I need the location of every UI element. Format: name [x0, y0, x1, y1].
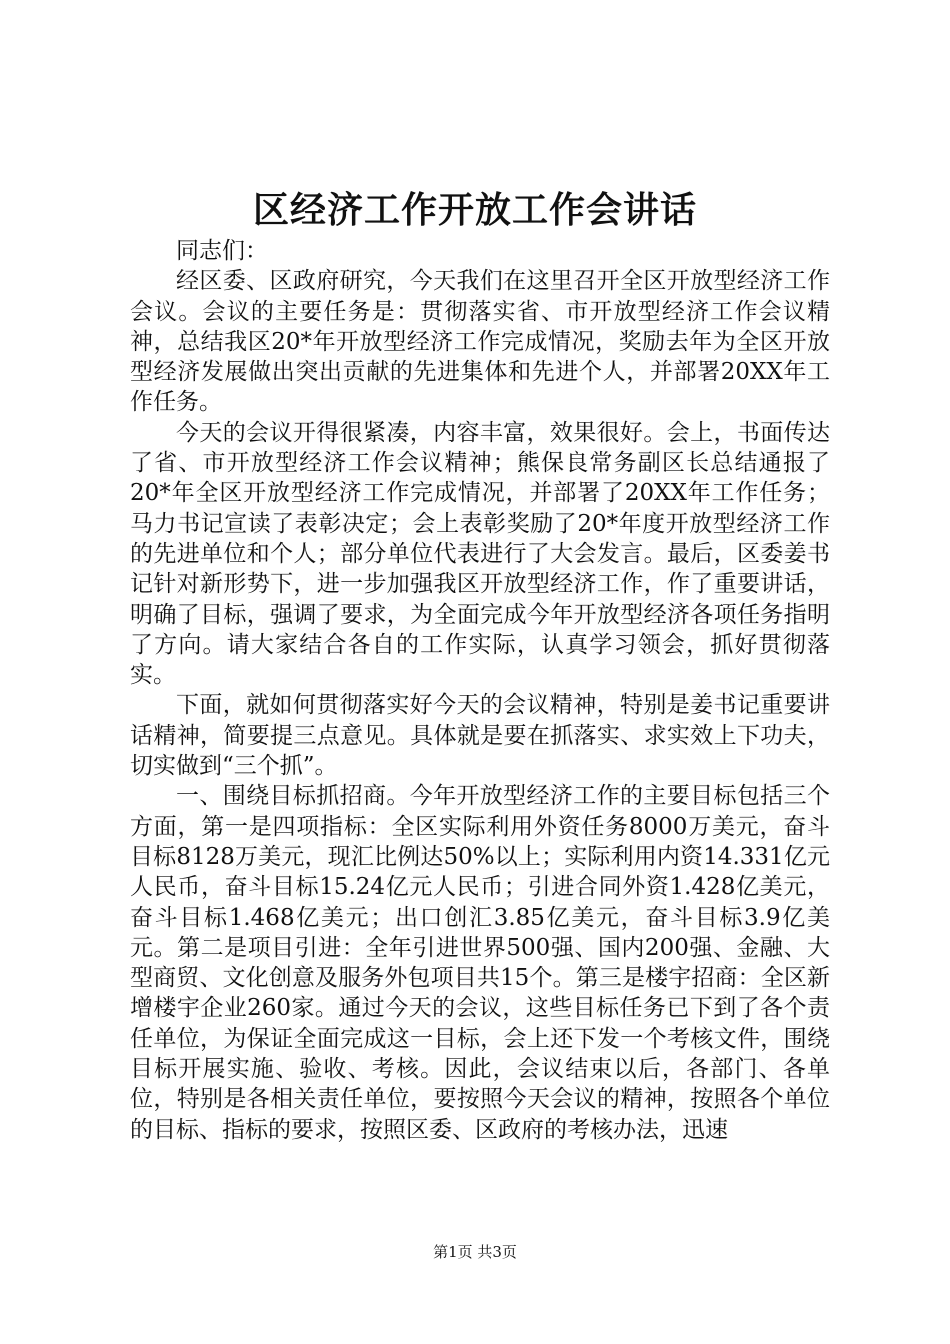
paragraph-4: 一、围绕目标抓招商。今年开放型经济工作的主要目标包括三个方面，第一是四项指标：全区实际利用外资任务8000万美元，奋斗目标8128万美元，现汇比例达50%以上；实际利用内资14.331亿元人民币，奋斗目标15.24亿元人民币；引进合同外资1.428亿美元，奋斗目标1.468亿美元；出口创汇3.85亿美元，奋斗目标3.9亿美元。第二是项目引进：全年引进世界500强、国内200强、金融、大型商贸、文化创意及服务外包项目共15个。第三是楼宇招商：全区新增楼宇企业260家。通过今天的会议，这些目标任务已下到了各个责任单位，为保证全面完成这一目标，会上还下发一个考核文件，围绕目标开展实施、验收、考核。因此，会议结束以后，各部门、各单位，特别是各相关责任单位，要按照今天会议的精神，按照各个单位的目标、指标的要求，按照区委、区政府的考核办法，迅速: [130, 783, 830, 1143]
document-body: [130, 236, 830, 1145]
salutation: 同志们：: [176, 238, 268, 264]
paragraph-1: 经区委、区政府研究，今天我们在这里召开全区开放型经济工作会议。会议的主要任务是：贯彻落实省、市开放型经济工作会议精神，总结我区20*年开放型经济工作完成情况，奖励去年为全区开放型经济发展做出突出贡献的先进集体和先进个人，并部署20XX年工作任务。: [130, 268, 830, 416]
document-title: 区经济工作开放工作会讲话: [252, 189, 697, 231]
paragraph-3: 下面，就如何贯彻落实好今天的会议精神，特别是姜书记重要讲话精神，简要提三点意见。具体就是要在抓落实、求实效上下功夫，切实做到“三个抓”。: [130, 692, 830, 780]
paragraph-2: 今天的会议开得很紧凑，内容丰富，效果很好。会上，书面传达了省、市开放型经济工作会议精神；熊保良常务副区长总结通报了20*年全区开放型经济工作完成情况，并部署了20XX年工作任务；马力书记宣读了表彰决定；会上表彰奖励了20*年度开放型经济工作的先进单位和个人；部分单位代表进行了大会发言。最后，区委姜书记针对新形势下，进一步加强我区开放型经济工作，作了重要讲话，明确了目标，强调了要求，为全面完成今年开放型经济各项任务指明了方向。请大家结合各自的工作实际，认真学习领会，抓好贯彻落实。: [130, 419, 830, 689]
page-footer: 第1页 共3页: [433, 1243, 517, 1261]
